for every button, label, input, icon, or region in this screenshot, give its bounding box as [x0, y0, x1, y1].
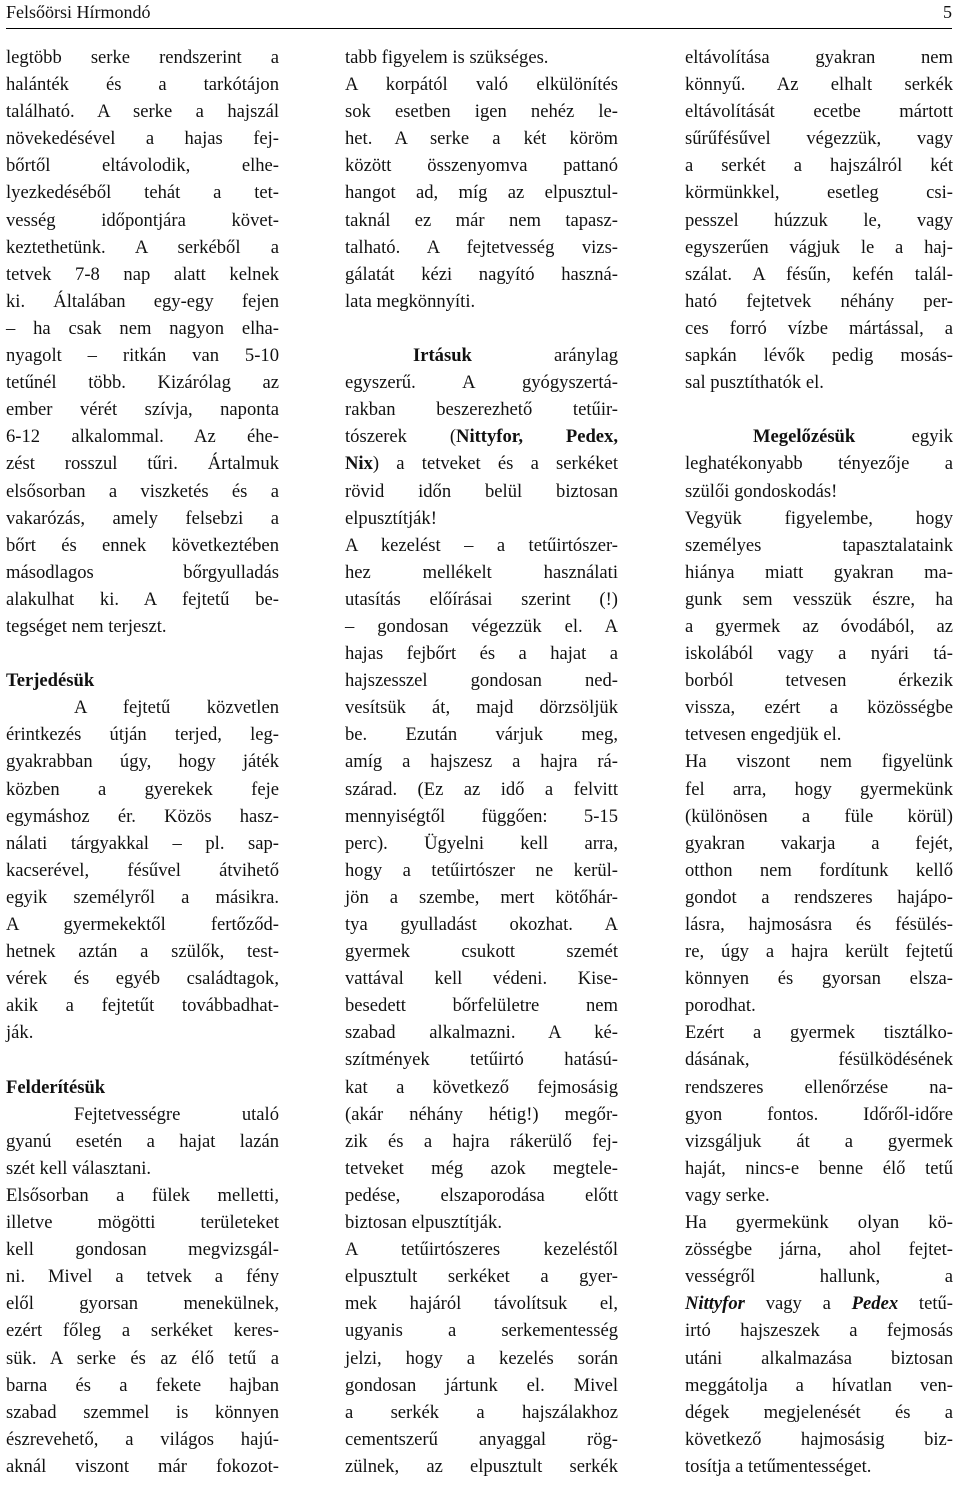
text-line: gyakran vakarja a fejét, [685, 832, 953, 854]
text-line: gunk sem vesszük észre, ha [685, 588, 953, 610]
text-line: között összenyomva pattanó [345, 155, 618, 177]
text-line: ezért főleg a serkéket keres- [6, 1320, 279, 1342]
text-line: akik a fejtetűt továbbadhat- [6, 995, 279, 1017]
text-line: be. Ezután várjuk meg, [345, 724, 618, 746]
text-line: lata megkönnyíti. [345, 290, 476, 312]
text-line: ces forró vízbe mártással, a [685, 317, 953, 339]
text-line: szabad szemmel is könnyen [6, 1401, 279, 1423]
text-line: perc). Ügyelni kell arra, [345, 832, 618, 854]
text-line: körmünkkel, esetleg csi- [685, 182, 953, 204]
text-line: szülői gondoskodás! [685, 480, 838, 502]
text-line: cementszerű anyaggal rög- [345, 1428, 618, 1450]
text-line: kacserével, fésűvel átvihető [6, 859, 279, 881]
text-column-2 [345, 44, 618, 1480]
text-line: bőrt és ennek következtében [6, 534, 279, 556]
text-line: tegséget nem terjeszt. [6, 615, 167, 637]
text-line: tetvesen engedjük el. [685, 724, 842, 746]
text-line: aknál viszont már fokozot- [6, 1455, 279, 1477]
text-line: vesség időpontjára követ- [6, 209, 279, 231]
publication-title: Felsőörsi Hírmondó [6, 2, 151, 22]
text-line: pedése, elszaporodása előtt [345, 1184, 618, 1206]
text-line: vissza, ezért a közösségbe [685, 697, 953, 719]
bold-term: Nix [345, 453, 373, 475]
text-line [345, 342, 618, 369]
text-line: elpusztult serkéket a gyer- [345, 1266, 618, 1288]
text-line: vakarózás, amely felsebzi a [6, 507, 279, 529]
text-line: gyermek csukott szemét [345, 941, 618, 963]
text-line: porodhat. [685, 995, 756, 1017]
text-line: vagy serke. [685, 1184, 770, 1206]
text-line: biztosan elpusztítják. [345, 1212, 502, 1234]
text-line: lyezkedéséből tehát a tet- [6, 182, 279, 204]
text-line: vizsgáljuk át a gyermek [685, 1130, 953, 1152]
text-line: gyon fontos. Időről-időre [685, 1103, 953, 1125]
text-line: könnyű. Az elhalt serkék [685, 74, 953, 96]
text-line: elpusztítják! [345, 507, 437, 529]
text-line: gondot a rendszeres hajápo- [685, 886, 953, 908]
text-line: ugyanis a serkementesség [345, 1320, 618, 1342]
text-line: tosítja a tetűmentességet. [685, 1455, 872, 1477]
text-line: hajszesszel gondosan ned- [345, 670, 618, 692]
text-line: het. A serke a két köröm [345, 128, 618, 150]
text-line: besedett bőrfelületre nem [345, 995, 618, 1017]
text-line: barna és a fekete hajban [6, 1374, 279, 1396]
bold-term: Megelőzésük [753, 426, 856, 448]
text-line: haját, nincs-e benne élő tetű [685, 1157, 953, 1179]
text-line: Ha viszont nem figyelünk [685, 751, 953, 773]
text-line: kell gondosan megvizsgál- [6, 1239, 279, 1261]
text-line: sűrűfésűvel végezzük, vagy [685, 128, 953, 150]
text-line: utáni alkalmazása biztosan [685, 1347, 953, 1369]
text-line: növekedésével a hajas fej- [6, 128, 279, 150]
text-column-1 [6, 44, 279, 1480]
text-line: keztethetünk. A serkéből a [6, 236, 279, 258]
text-line: személyes tapasztalataink [685, 534, 953, 556]
text-line [685, 423, 953, 450]
text-line: A gyermekektől fertőződ- [6, 914, 279, 935]
text-line: közben a gyerekek feje [6, 778, 279, 800]
text-line: kat a következő fejmosásig [345, 1076, 618, 1098]
text-line: A tetűirtószeres kezeléstől [345, 1239, 618, 1261]
text-line: tetűnél több. Kizárólag az [6, 372, 279, 394]
text-line: irtó hajszeszek a fejmosás [685, 1320, 953, 1342]
text-line: lásra, hajmosásra és fésülés- [685, 914, 953, 935]
text-line: tya gyulladást okozhat. A [345, 914, 618, 935]
text-line: hetnek aztán a szülők, test- [6, 941, 279, 963]
text-run: ) a tetveket és a serkéket [372, 453, 618, 475]
product-name: Nittyfor [685, 1293, 745, 1315]
text-line: gyakrabban úgy, hogy játék [6, 751, 279, 773]
text-run: tetű- [898, 1293, 953, 1315]
text-run: egyik [855, 426, 953, 448]
text-line: A korpától való elkülönítés [345, 74, 618, 96]
text-line: egyszerűen vágjuk le a haj- [685, 236, 953, 258]
text-line: szét kell választani. [6, 1157, 152, 1179]
text-line: gondosan jártunk el. Mivel [345, 1374, 618, 1396]
text-line: hangot ad, míg az elpusztul- [345, 182, 618, 204]
text-line: ember vérét szívja, naponta [6, 399, 279, 421]
text-line: a gyermek az óvodából, az [685, 615, 953, 637]
text-line: (különösen a füle körül) [685, 805, 953, 827]
text-line: szítmények tetűirtó hatású- [345, 1049, 618, 1071]
text-line: gyanú esetén a hajat lazán [6, 1130, 279, 1152]
text-line: bőrtől eltávolodik, elhe- [6, 155, 279, 177]
text-line: szárad. (Ez az idő a felvitt [345, 778, 618, 800]
text-line: Vegyük figyelembe, hogy [685, 507, 953, 529]
text-line [345, 423, 618, 450]
bold-term: Nittyfor, Pedex, [456, 426, 618, 448]
text-line: sük. A serke és az élő tetű a [6, 1347, 279, 1369]
text-line: re, úgy a hajra került fejtetű [685, 941, 953, 963]
text-line: Ezért a gyermek tisztálko- [685, 1022, 953, 1044]
text-line: meggátolja a hívatlan ven- [685, 1374, 953, 1396]
text-line: rakban beszerezhető tetűir- [345, 399, 618, 421]
text-line: (akár néhány hétig!) megőr- [345, 1103, 618, 1125]
text-run: vagy a [744, 1293, 852, 1315]
text-line: utasítás előírásai szerint (!) [345, 588, 618, 610]
text-line: egymáshoz ér. Közös hasz- [6, 805, 279, 827]
page-header [6, 0, 952, 29]
section-heading: Felderítésük [6, 1076, 106, 1098]
text-line: alakulhat ki. A fejtetű be- [6, 588, 279, 610]
text-line: zülnek, az elpusztult serkék [345, 1455, 618, 1477]
text-line: iskolából vagy a nyári tá- [685, 643, 953, 665]
text-line: hiánya miatt gyakran ma- [685, 561, 953, 583]
text-line: ni. Mivel a tetvek a fény [6, 1266, 279, 1288]
text-line: mennyiségtől függően: 5-15 [345, 805, 618, 827]
text-line: elől gyorsan menekülnek, [6, 1293, 279, 1315]
text-line: hez mellékelt használati [345, 561, 618, 583]
text-line: A kezelést – a tetűirtószer- [345, 534, 618, 556]
text-line: sapkán lévők pedig mosás- [685, 345, 953, 367]
text-line: – gondosan végezzük el. A [345, 615, 618, 637]
text-line: Ha gyermekünk olyan kö- [685, 1212, 953, 1234]
text-line: pesszel húzzuk le, vagy [685, 209, 953, 231]
text-line: rendszeres ellenőrzése na- [685, 1076, 953, 1098]
text-line: érintkezés útján terjed, leg- [6, 724, 279, 746]
section-heading: Terjedésük [6, 670, 95, 692]
text-line: egyik személyről a másikra. [6, 886, 279, 908]
bold-term: Irtásuk [413, 345, 472, 367]
text-run: aránylag [471, 345, 618, 367]
text-line: jön a szembe, mert kötőhár- [345, 886, 618, 908]
text-line: mek hajáról távolítsuk el, [345, 1293, 618, 1315]
text-line: talható. A fejtetvesség vizs- [345, 236, 618, 258]
text-line: Fejtetvességre utaló [74, 1103, 279, 1125]
text-line: a serkék a hajszálakhoz [345, 1401, 618, 1423]
text-line: észrevehető, a világos hajú- [6, 1428, 279, 1450]
text-line: sok esetben igen nehéz le- [345, 101, 618, 123]
text-line: vesítsük át, majd dörzsöljük [345, 697, 618, 719]
text-line: rövid időn belül biztosan [345, 480, 618, 502]
paragraph-gap [345, 315, 618, 342]
text-line: taknál ez már nem tapasz- [345, 209, 618, 231]
text-line: vességről hallunk, a [685, 1266, 953, 1288]
text-line: gálatát kézi nagyító haszná- [345, 263, 618, 285]
text-line: zik és a hajra rákerülő fej- [345, 1130, 618, 1152]
text-line: ki. Általában egy-egy fejen [6, 290, 279, 312]
text-line: dégek megjelenését és a [685, 1401, 953, 1423]
text-line: következő hajmosásig biz- [685, 1428, 953, 1450]
text-line: borból tetvesen érkezik [685, 670, 953, 692]
text-line: hogy a tetűirtószer ne kerül- [345, 859, 618, 881]
text-line: dásának, fésülködésének [685, 1049, 953, 1071]
text-line: szabad alkalmazni. A ké- [345, 1022, 618, 1044]
product-name: Pedex [851, 1293, 899, 1315]
text-line: leghatékonyabb tényezője a [685, 453, 953, 475]
text-line: hajas fejbőrt és a hajat a [345, 643, 618, 665]
text-run: tószerek ( [345, 426, 457, 448]
paragraph-gap [6, 640, 279, 667]
text-line: ják. [6, 1022, 34, 1044]
text-line: – ha csak nem nagyon elha- [6, 317, 279, 339]
text-line: otthon nem fordítunk kellő [685, 859, 953, 881]
text-line: sal pusztíthatók el. [685, 372, 824, 394]
text-line [685, 1290, 953, 1317]
text-column-3 [685, 44, 953, 1480]
text-line: ható fejtetvek néhány per- [685, 290, 953, 312]
text-line: jelzi, hogy a kezelés során [345, 1347, 618, 1369]
text-line: tetveket még azok megtele- [345, 1157, 618, 1179]
text-line: található. A serke a hajszál [6, 101, 279, 123]
text-line: könnyen és gyorsan elsza- [685, 968, 953, 990]
text-line: fel arra, hogy gyermekünk [685, 778, 953, 800]
text-line: eltávolítását ecetbe mártott [685, 101, 953, 123]
text-line: nyagolt – ritkán van 5-10 [6, 345, 279, 367]
text-line: eltávolítása gyakran nem [685, 47, 953, 68]
text-line: amíg a hajszesz a hajra rá- [345, 751, 618, 773]
text-line [345, 450, 618, 477]
paragraph-gap [685, 396, 953, 423]
text-line: elsősorban a viszketés és a [6, 480, 279, 502]
text-line: egyszerű. A gyógyszertá- [345, 372, 618, 394]
text-line: vérek és egyéb családtagok, [6, 968, 279, 990]
text-line: A fejtetű közvetlen [74, 697, 279, 719]
text-line: illetve mögötti területeket [6, 1212, 279, 1234]
text-line: zösségbe járna, ahol fejtet- [685, 1239, 953, 1261]
text-line: másodlagos bőrgyulladás [6, 561, 279, 583]
text-line: 6-12 alkalommal. Az éhe- [6, 426, 279, 448]
text-line: tetvek 7-8 nap alatt kelnek [6, 263, 279, 285]
text-line: szálat. A fésűn, kefén talál- [685, 263, 953, 285]
text-line: nálati tárgyakkal – pl. sap- [6, 832, 279, 854]
page-number: 5 [943, 2, 952, 22]
text-line: Elsősorban a fülek melletti, [6, 1184, 279, 1206]
text-line: vattával kell védeni. Kise- [345, 968, 618, 990]
text-line: tabb figyelem is szükséges. [345, 47, 549, 68]
text-line: a serkét a hajszálról két [685, 155, 953, 177]
paragraph-gap [6, 1046, 279, 1073]
text-line: zést rosszul tűri. Ártalmuk [6, 453, 279, 475]
text-line: legtöbb serke rendszerint a [6, 47, 279, 68]
text-line: halánték és a tarkótájon [6, 74, 279, 96]
